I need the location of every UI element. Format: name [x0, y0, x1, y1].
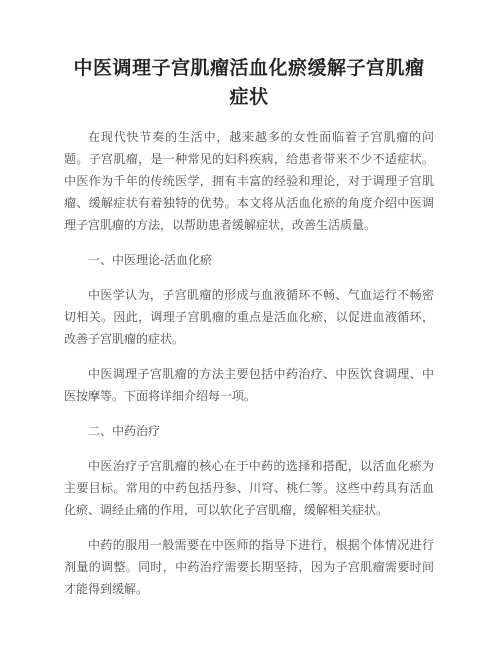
section-heading-1: 一、中医理论-活血化瘀 [88, 253, 213, 267]
paragraph-theory: 中医学认为，子宫肌瘤的形成与血液循环不畅、气血运行不畅密切相关。因此，调理子宫肌瘤的重点是活血化瘀，以促进血液循环，改善子宫肌瘤的症状。 [64, 288, 434, 346]
paragraph-dosage: 中药的服用一般需要在中医师的指导下进行，根据个体情况进行剂量的调整。同时，中药治疗需要长期坚持，因为子宫肌瘤需要时间才能得到缓解。 [64, 538, 434, 596]
section-heading-2: 二、中药治疗 [88, 424, 161, 438]
paragraph-intro: 在现代快节奏的生活中，越来越多的女性面临着子宫肌瘤的问题。子宫肌瘤，是一种常见的妇科疾病，给患者带来不少不适症状。中医作为千年的传统医学，拥有丰富的经验和理论，对于调理子宫肌瘤、缓解症状有着独特的优势。本文将从活血化瘀的角度介绍中医调理子宫肌瘤的方法，以帮助患者缓解症状，改善生活质量。 [64, 130, 434, 232]
document-title: 中医调理子宫肌瘤活血化瘀缓解子宫肌瘤症状 [73, 57, 425, 108]
paragraph-herbal: 中医治疗子宫肌瘤的核心在于中药的选择和搭配，以活血化瘀为主要目标。常用的中药包括丹参、川穹、桃仁等。这些中药具有活血化瘀、调经止痛的作用，可以软化子宫肌瘤，缓解相关症状。 [64, 459, 434, 517]
paragraph-methods: 中医调理子宫肌瘤的方法主要包括中药治疗、中医饮食调理、中医按摩等。下面将详细介绍每一项。 [64, 367, 434, 403]
